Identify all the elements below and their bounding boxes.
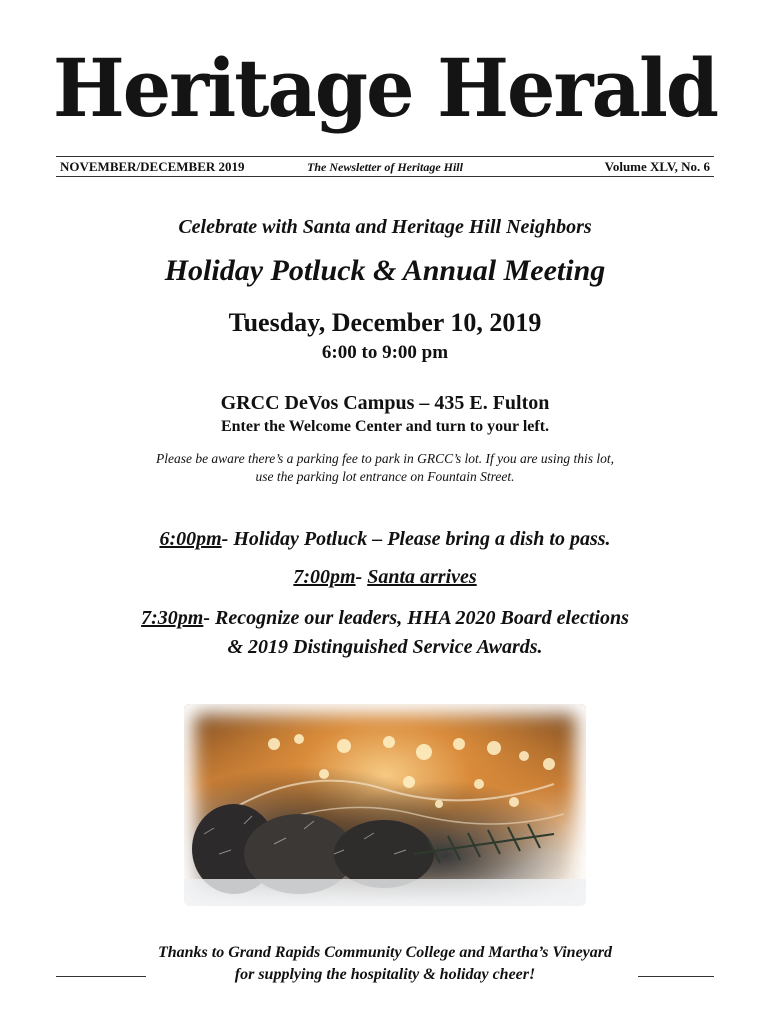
footer-rule-left [56,976,146,977]
issue-date: NOVEMBER/DECEMBER 2019 [60,159,245,174]
event-headline: Holiday Potluck & Annual Meeting [164,254,606,287]
schedule-text-underlined: Santa arrives [367,566,477,588]
event-directions: Enter the Welcome Center and turn to your left. [220,418,550,435]
schedule-text: - Holiday Potluck – Please bring a dish to pass. [221,528,611,550]
parking-note-line2: use the parking lot entrance on Fountain Street. [255,469,515,484]
newsletter-title: Heritage Herald [52,41,718,135]
tagline: The Newsletter of Heritage Hill [307,159,463,174]
event-date: Tuesday, December 10, 2019 [228,308,542,337]
masthead-bottom-rule [56,176,714,177]
schedule-item-potluck [0,528,770,551]
volume-number: Volume XLV, No. 6 [604,159,710,174]
thanks-line1: Thanks to Grand Rapids Community College and Martha’s Vineyard [157,944,612,961]
schedule-text: - Recognize our leaders, HHA 2020 Board elections [203,607,629,629]
schedule-item-santa [0,566,770,589]
event-kicker: Celebrate with Santa and Heritage Hill Neighbors [178,216,592,238]
schedule-time: 6:00pm [159,528,222,550]
thanks-note [0,942,770,986]
holiday-lights-pinecones-photo [184,704,586,906]
masthead-top-rule [56,156,714,157]
photo-illustration [184,704,586,906]
event-time: 6:00 to 9:00 pm [321,342,449,363]
thanks-line2: for supplying the hospitality & holiday cheer! [234,966,536,983]
parking-note [0,450,770,486]
schedule-text-line2: & 2019 Distinguished Service Awards. [227,636,543,658]
schedule-time: 7:00pm [293,566,356,588]
parking-note-line1: Please be aware there’s a parking fee to park in GRCC’s lot. If you are using this lot, [155,451,615,466]
masthead-subbar [56,159,714,175]
schedule-time: 7:30pm [141,607,204,629]
schedule-text: - [355,566,368,588]
footer-rule-right [638,976,714,977]
event-venue: GRCC DeVos Campus – 435 E. Fulton [220,392,550,414]
schedule-item-meeting [0,604,770,662]
